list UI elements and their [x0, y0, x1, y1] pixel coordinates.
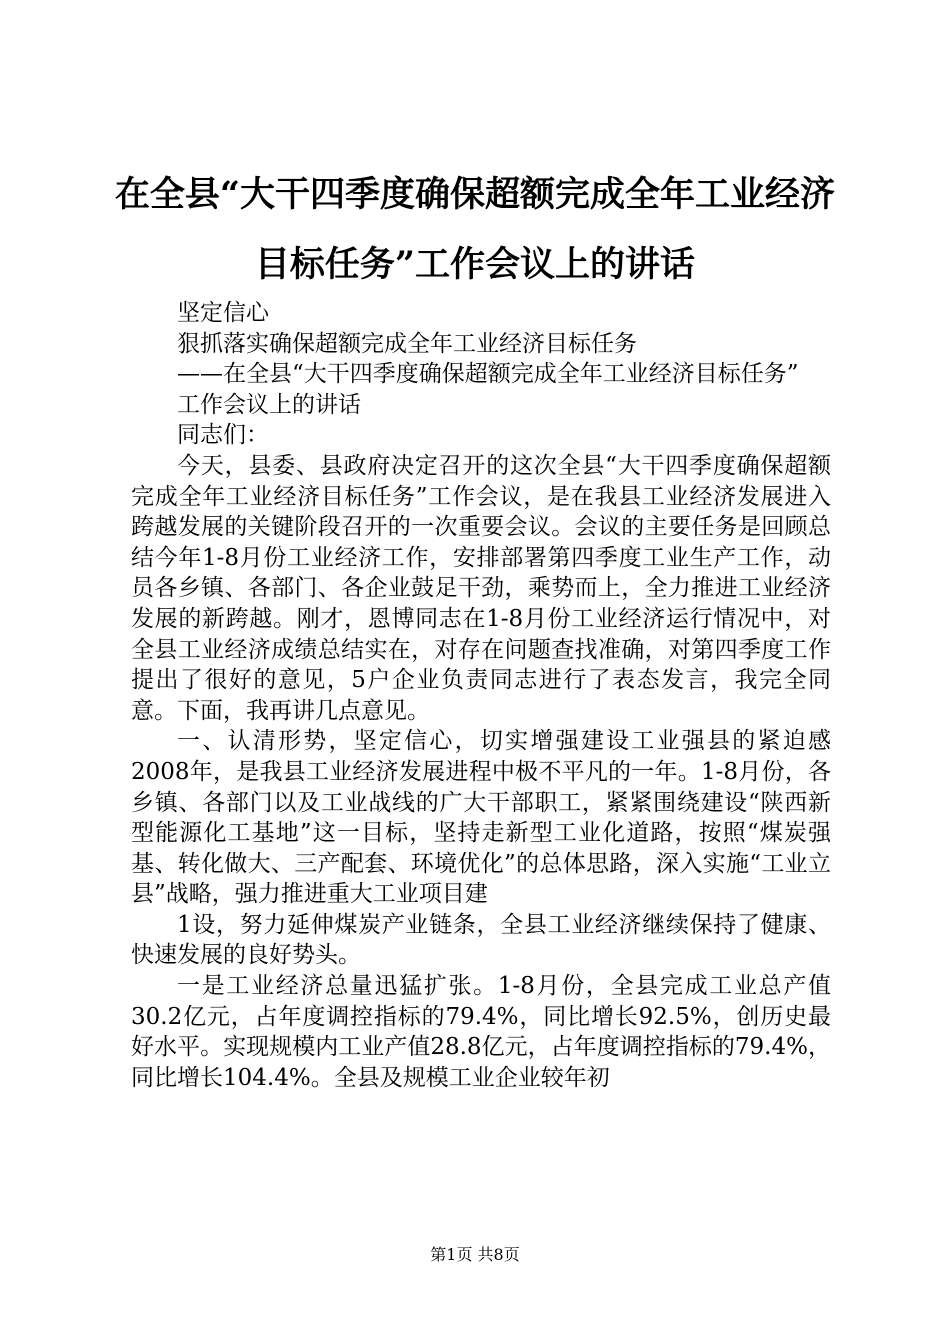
salutation: 同志们：	[177, 422, 269, 449]
subtitle-line: 工作会议上的讲话	[177, 391, 361, 418]
body-paragraph: 一是工业经济总量迅猛扩张。1-8月份，全县完成工业总产值30.2亿元，占年度调控指标的79.4%，同比增长92.5%，创历史最好水平。实现规模内工业产值28.8亿元，占年度调控指标的79.4%，同比增长104.4%。全县及规模工业企业较年初	[131, 973, 831, 1091]
document-body	[131, 298, 831, 1093]
subtitle-line: ——在全县“大干四季度确保超额完成全年工业经济目标任务”	[177, 361, 799, 388]
document-title: 在全县“大干四季度确保超额完成全年工业经济目标任务”工作会议上的讲话	[114, 174, 836, 285]
body-paragraph: 今天，县委、县政府决定召开的这次全县“大干四季度确保超额完成全年工业经济目标任务”工作会议，是在我县工业经济发展进入跨越发展的关键阶段召开的一次重要会议。会议的主要任务是回顾总结今年1-8月份工业经济工作，安排部署第四季度工业生产工作，动员各乡镇、各部门、各企业鼓足干劲，乘势而上，全力推进工业经济发展的新跨越。刚才，恩博同志在1-8月份工业经济运行情况中，对全县工业经济成绩总结实在，对存在问题查找准确，对第四季度工作提出了很好的意见，5户企业负责同志进行了表态发言，我完全同意。下面，我再讲几点意见。	[131, 452, 831, 724]
body-paragraph: 1设，努力延伸煤炭产业链条，全县工业经济继续保持了健康、快速发展的良好势头。	[131, 911, 831, 969]
body-paragraph: 一、认清形势，坚定信心，切实增强建设工业强县的紧迫感2008年，是我县工业经济发展进程中极不平凡的一年。1-8月份，各乡镇、各部门以及工业战线的广大干部职工，紧紧围绕建设“陕西新型能源化工基地”这一目标，坚持走新型工业化道路，按照“煤炭强基、转化做大、三产配套、环境优化”的总体思路，深入实施“工业立县”战略，强力推进重大工业项目建	[131, 728, 831, 908]
subtitle-line: 狠抓落实确保超额完成全年工业经济目标任务	[177, 330, 637, 357]
subtitle-line: 坚定信心	[177, 300, 269, 326]
page-number: 第1页 共8页	[430, 1245, 520, 1264]
